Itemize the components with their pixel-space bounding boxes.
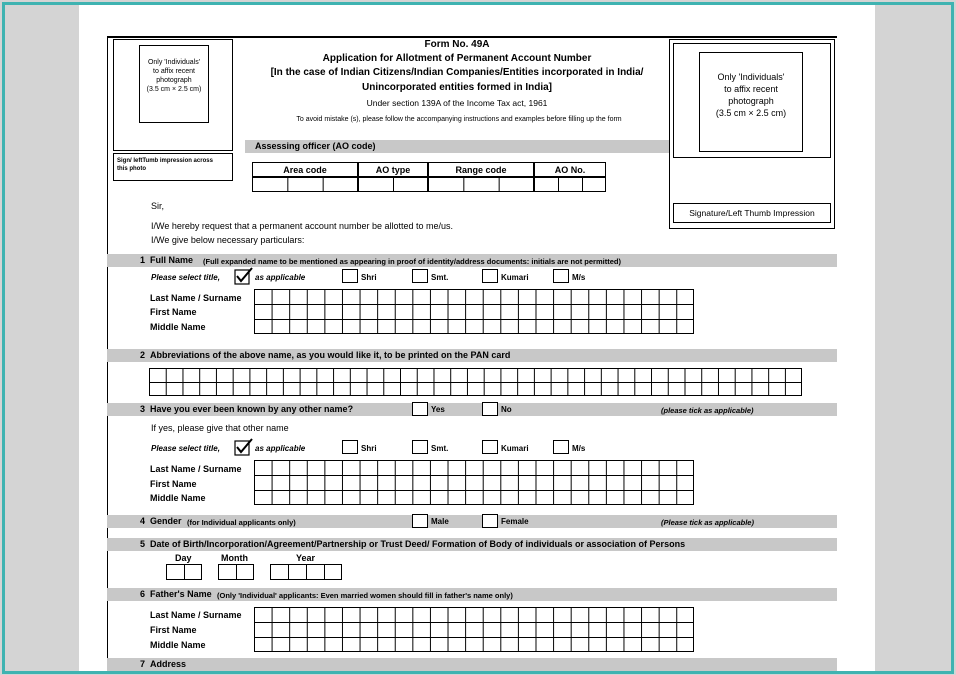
- s1-name-character-grid[interactable]: [254, 289, 694, 334]
- section-3-number: 3: [140, 404, 146, 414]
- section-2-band: [107, 349, 837, 362]
- section-6-title: Father's Name: [150, 589, 212, 599]
- s5-month-boxes[interactable]: [218, 564, 254, 580]
- form-title: Application for Allotment of Permanent Account Number: [322, 53, 592, 64]
- section-1-title: Full Name: [150, 255, 194, 265]
- s3-checkbox-yes[interactable]: [412, 402, 428, 416]
- s3-title-ms: M/s: [572, 444, 586, 453]
- s3-last-name-label: Last Name / Surname: [150, 464, 242, 474]
- s4-checkbox-female[interactable]: [482, 514, 498, 528]
- section-1-number: 1: [140, 255, 146, 265]
- s4-male-label: Male: [431, 517, 449, 526]
- ao-col-label: AO No.: [554, 165, 586, 175]
- photo-text-left-3: photograph: [156, 77, 192, 84]
- ao-col-range-code: [428, 162, 534, 177]
- form-instruction: To avoid mistake (s), please follow the accompanying instructions and examples before filling up the form: [296, 116, 622, 123]
- s1-checked-box[interactable]: [234, 267, 254, 285]
- s5-day-label: Day: [175, 553, 192, 563]
- section-4-band: [107, 515, 837, 528]
- s1-title-smt: Smt.: [431, 273, 449, 282]
- section-1-band: [107, 254, 837, 267]
- s1-title-shri: Shri: [361, 273, 377, 282]
- ao-type-boxes[interactable]: [358, 177, 428, 192]
- section-4-number: 4: [140, 516, 146, 526]
- s3-as-applicable: as applicable: [255, 444, 306, 453]
- s6-last-name-label: Last Name / Surname: [150, 610, 242, 620]
- ao-col-label: AO type: [375, 165, 411, 175]
- s1-select-title-label: Please select title,: [151, 273, 220, 282]
- salutation-line-2: I/We give below necessary particulars:: [151, 235, 305, 245]
- s3-title-smt: Smt.: [431, 444, 449, 453]
- s5-year-label: Year: [296, 553, 316, 563]
- s4-checkbox-male[interactable]: [412, 514, 428, 528]
- s1-last-name-label: Last Name / Surname: [150, 293, 242, 303]
- form-number: Form No. 49A: [424, 39, 490, 50]
- photo-text-right-3: photograph: [728, 96, 774, 106]
- s4-female-label: Female: [501, 517, 529, 526]
- ao-col-ao-type: [358, 162, 428, 177]
- form-subtitle-2: Unincorporated entities formed in India]: [361, 82, 552, 93]
- form-subtitle-1: [In the case of Indian Citizens/Indian Companies/Entities incorporated in India/: [270, 67, 644, 78]
- salutation-line-1: I/We hereby request that a permanent account number be allotted to me/us.: [151, 221, 454, 231]
- s6-name-character-grid[interactable]: [254, 607, 694, 652]
- photo-text-right-2: to affix recent: [724, 84, 778, 94]
- s3-checkbox-no[interactable]: [482, 402, 498, 416]
- section-7-band: [107, 658, 837, 671]
- photo-text-left-1: Only 'Individuals': [147, 59, 201, 66]
- section-5-title: Date of Birth/Incorporation/Agreement/Partnership or Trust Deed/ Formation of Body of individuals or association of Persons: [150, 539, 686, 549]
- s1-middle-name-label: Middle Name: [150, 322, 206, 332]
- salutation-sir: Sir,: [151, 201, 165, 211]
- section-5-band: [107, 538, 837, 551]
- s1-checkbox-shri[interactable]: [342, 269, 358, 283]
- s3-if-yes-text: If yes, please give that other name: [151, 423, 289, 433]
- s1-title-kumari: Kumari: [501, 273, 529, 282]
- s1-title-ms: M/s: [572, 273, 586, 282]
- s6-middle-name-label: Middle Name: [150, 640, 206, 650]
- ao-area-code-boxes[interactable]: [252, 177, 358, 192]
- s3-checked-box[interactable]: [234, 438, 254, 456]
- photo-text-right-4: (3.5 cm × 2.5 cm): [715, 108, 787, 118]
- section-3-band: [107, 403, 837, 416]
- section-7-title: Address: [150, 659, 187, 669]
- ao-no-boxes[interactable]: [534, 177, 606, 192]
- photo-area-left: [139, 45, 209, 123]
- sign-box-left: [113, 153, 233, 181]
- section-7-number: 7: [140, 659, 146, 669]
- photo-text-right-1: Only 'Individuals': [717, 72, 785, 82]
- section-6-note: (Only 'Individual' applicants: Even married women should fill in father's name only): [217, 591, 513, 600]
- s3-title-kumari: Kumari: [501, 444, 529, 453]
- ao-col-area-code: [252, 162, 358, 177]
- s3-checkbox-shri[interactable]: [342, 440, 358, 454]
- form-top-border: [107, 36, 837, 38]
- section-1-note: (Full expanded name to be mentioned as appearing in proof of identity/address documents: initials are not permitted): [203, 257, 621, 266]
- form-section-reference: Under section 139A of the Income Tax act, 1961: [366, 98, 548, 108]
- sign-box-right: [673, 203, 831, 223]
- section-4-title: Gender: [150, 516, 182, 526]
- s3-no-label: No: [501, 405, 512, 414]
- s3-tick-note: (please tick as applicable): [661, 406, 754, 415]
- s1-first-name-label: First Name: [150, 307, 197, 317]
- screenshot-frame: [2, 2, 954, 674]
- sign-caption-left-1: Sign/ leftTumb impression across: [117, 158, 213, 164]
- section-2-number: 2: [140, 350, 146, 360]
- section-3-title: Have you ever been known by any other name?: [150, 404, 354, 414]
- s5-year-boxes[interactable]: [270, 564, 342, 580]
- ao-range-code-boxes[interactable]: [428, 177, 534, 192]
- s2-abbreviation-grid[interactable]: [149, 368, 802, 396]
- s3-select-title-label: Please select title,: [151, 444, 220, 453]
- s3-checkbox-ms[interactable]: [553, 440, 569, 454]
- section-6-number: 6: [140, 589, 146, 599]
- form-page: [79, 5, 875, 671]
- ao-heading: Assessing officer (AO code): [255, 141, 376, 151]
- section-6-band: [107, 588, 837, 601]
- ao-col-label: Range code: [455, 165, 507, 175]
- s3-first-name-label: First Name: [150, 479, 197, 489]
- s6-first-name-label: First Name: [150, 625, 197, 635]
- sign-caption-right: Signature/Left Thumb Impression: [689, 208, 815, 218]
- section-2-title: Abbreviations of the above name, as you would like it, to be printed on the PAN card: [150, 350, 511, 360]
- s4-tick-note: (Please tick as applicable): [661, 518, 754, 527]
- s5-month-label: Month: [221, 553, 248, 563]
- ao-col-ao-no: [534, 162, 606, 177]
- s3-middle-name-label: Middle Name: [150, 493, 206, 503]
- s5-day-boxes[interactable]: [166, 564, 202, 580]
- sign-caption-left-2: this photo: [117, 166, 146, 172]
- section-4-note: (for Individual applicants only): [187, 518, 296, 527]
- ao-col-label: Area code: [283, 165, 327, 175]
- photo-text-left-4: (3.5 cm × 2.5 cm): [146, 86, 202, 93]
- s3-title-shri: Shri: [361, 444, 377, 453]
- ao-band: [245, 140, 669, 153]
- photo-text-left-2: to affix recent: [153, 68, 195, 75]
- s1-checkbox-smt[interactable]: [412, 269, 428, 283]
- s3-checkbox-smt[interactable]: [412, 440, 428, 454]
- photo-area-right: [699, 52, 803, 152]
- s1-checkbox-ms[interactable]: [553, 269, 569, 283]
- s1-checkbox-kumari[interactable]: [482, 269, 498, 283]
- s3-checkbox-kumari[interactable]: [482, 440, 498, 454]
- s3-yes-label: Yes: [431, 405, 445, 414]
- s1-as-applicable: as applicable: [255, 273, 306, 282]
- s3-name-character-grid[interactable]: [254, 460, 694, 505]
- section-5-number: 5: [140, 539, 146, 549]
